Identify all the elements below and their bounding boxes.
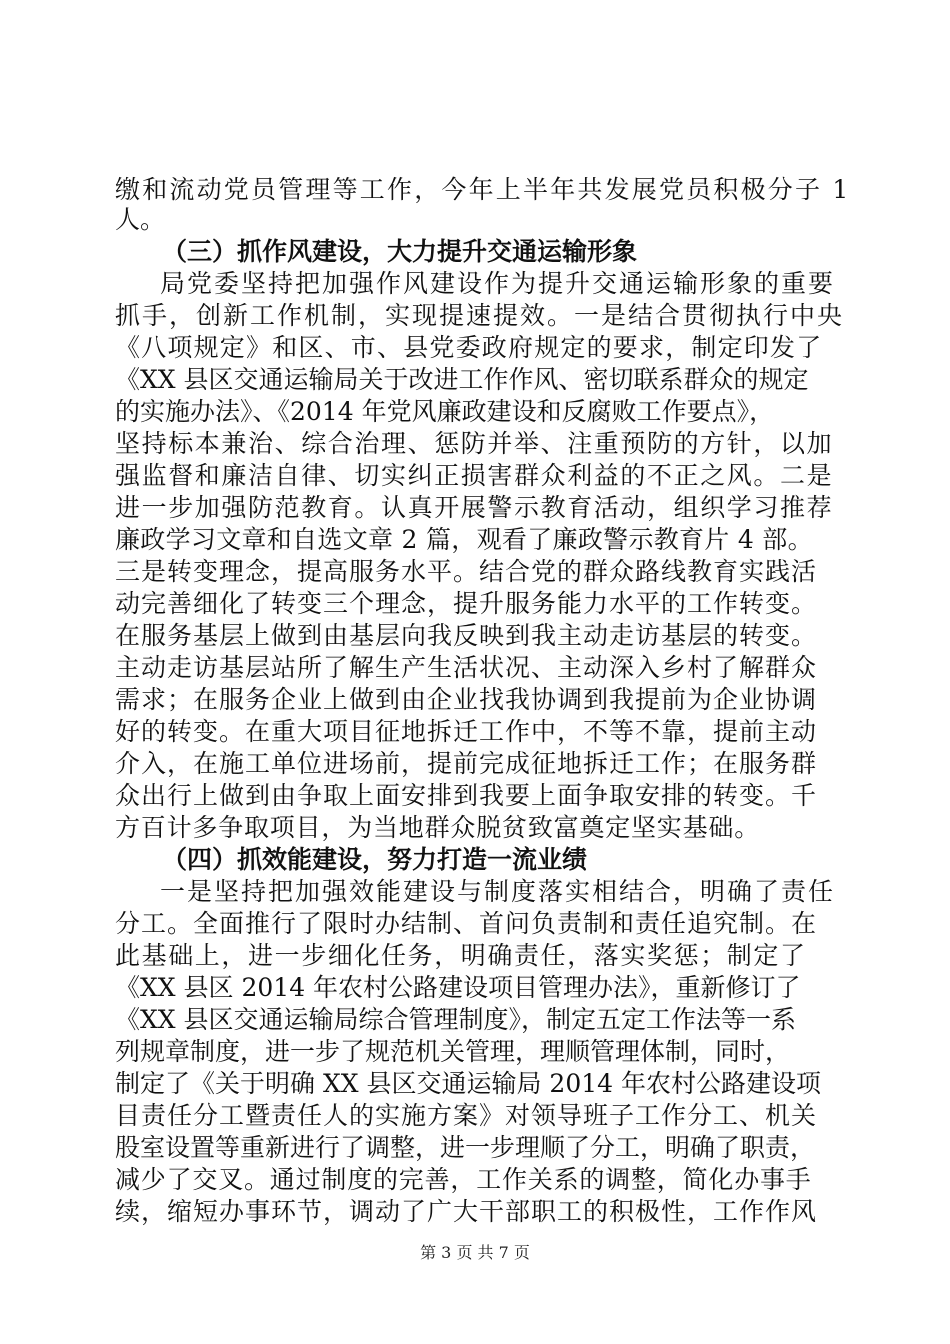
text-line: 需求；在服务企业上做到由企业找我协调到我提前为企业协调 [115,685,818,714]
text-line: 方百计多争取项目，为当地群众脱贫致富奠定坚实基础。 [115,813,761,842]
text-line: 此基础上，进一步细化任务，明确责任，落实奖惩；制定了 [115,941,807,970]
text-line: 缴和流动党员管理等工作，今年上半年共发展党员积极分子 1 [115,175,851,204]
text-line: 动完善细化了转变三个理念，提升服务能力水平的工作转变。 [115,589,818,618]
text-line: 续，缩短办事环节，调动了广大干部职工的积极性，工作作风 [115,1197,818,1226]
text-line: 列规章制度，进一步了规范机关管理，理顺管理体制，同时， [115,1037,791,1066]
text-line: 《XX 县区交通运输局综合管理制度》，制定五定工作法等一系 [115,1005,797,1034]
text-line: 在服务基层上做到由基层向我反映到我主动走访基层的转变。 [115,621,818,650]
page-footer: 第 3 页 共 7 页 [420,1243,530,1262]
text-line: 股室设置等重新进行了调整，进一步理顺了分工，明确了职责， [115,1133,816,1162]
text-line: 强监督和廉洁自律、切实纠正损害群众利益的不正之风。二是 [115,461,834,490]
text-line: 进一步加强防范教育。认真开展警示教育活动，组织学习推荐 [115,493,834,522]
text-line: 《XX 县区交通运输局关于改进工作作风、密切联系群众的规定 [115,365,809,394]
text-line: 介入，在施工单位进场前，提前完成征地拆迁工作；在服务群 [115,749,818,778]
text-line: 局党委坚持把加强作风建设作为提升交通运输形象的重要 [160,269,836,298]
text-line: 众出行上做到由争取上面安排到我要上面争取安排的转变。千 [115,781,818,810]
section-heading: （四）抓效能建设，努力打造一流业绩 [162,845,588,874]
text-line: 人。 [115,205,166,234]
text-line: 分工。全面推行了限时办结制、首问负责制和责任追究制。在 [115,909,818,938]
text-line: 抓手，创新工作机制，实现提速提效。一是结合贯彻执行中央 [115,301,845,330]
text-line: 三是转变理念，提高服务水平。结合党的群众路线教育实践活 [115,557,818,586]
text-line: 《XX 县区 2014 年农村公路建设项目管理办法》，重新修订了 [115,973,801,1002]
text-line: 坚持标本兼治、综合治理、惩防并举、注重预防的方针，以加 [115,429,834,458]
text-line: 一是坚持把加强效能建设与制度落实相结合，明确了责任 [160,877,836,906]
text-line: 制定了《关于明确 XX 县区交通运输局 2014 年农村公路建设项 [115,1069,822,1098]
text-line: 《八项规定》和区、市、县党委政府规定的要求，制定印发了 [115,333,823,362]
text-line: 目责任分工暨责任人的实施方案》对领导班子工作分工、机关 [115,1101,818,1130]
text-line: 减少了交叉。通过制度的完善，工作关系的调整，简化办事手 [115,1165,812,1194]
section-heading: （三）抓作风建设，大力提升交通运输形象 [162,237,638,266]
text-line: 廉政学习文章和自选文章 2 篇，观看了廉政警示教育片 4 部。 [115,525,813,554]
text-line: 好的转变。在重大项目征地拆迁工作中，不等不靠，提前主动 [115,717,818,746]
text-line: 的实施办法》、《2014 年党风廉政建设和反腐败工作要点》， [115,397,775,426]
text-line: 主动走访基层站所了解生产生活状况、主动深入乡村了解群众 [115,653,818,682]
